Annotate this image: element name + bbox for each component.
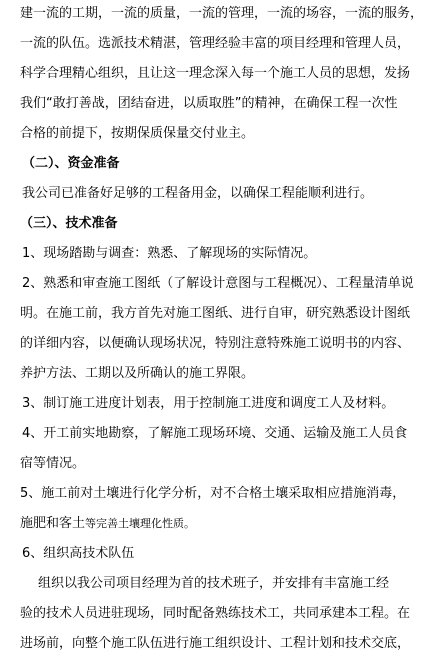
paragraph-line: 验的技术人员进驻现场，同时配备熟练技术工，共同承建本工程。在 <box>20 606 411 621</box>
paragraph-line: 我们“敢打善战，团结奋进，以质取胜”的精神，在确保工程一次性 <box>20 96 398 111</box>
line-text-main: 施肥和客土 <box>20 516 86 531</box>
paragraph-line: 建一流的工期，一流的质量，一流的管理，一流的场容，一流的服务， <box>20 6 424 21</box>
paragraph-line: 组织以我公司项目经理为首的技术班子，并安排有丰富施工经 <box>38 576 390 591</box>
paragraph-line: 合格的前提下，按期保质保量交付业主。 <box>20 126 255 141</box>
list-item: 5、施工前对土壤进行化学分析，对不合格土壤采取相应措施消毒， <box>20 486 406 501</box>
paragraph-line: 进场前，向整个施工队伍进行施工组织设计、工程计划和技术交底， <box>20 636 411 651</box>
list-item: 3、制订施工进度计划表，用于控制施工进度和调度工人及材料。 <box>22 396 395 411</box>
paragraph-line: 养护方法、工期以及所确认的施工界限。 <box>20 366 255 381</box>
section-heading-funds: （二）、资金准备 <box>22 156 120 171</box>
paragraph-line: 宿等情况。 <box>20 456 86 471</box>
paragraph-line: 的详细内容，以便确认现场状况，特别注意特殊施工说明书的内容、 <box>20 336 411 351</box>
paragraph-line <box>20 514 195 534</box>
paragraph-line: 一流的队伍。选派技术精湛，管理经验丰富的项目经理和管理人员， <box>20 36 411 51</box>
list-item: 6、组织高技术队伍 <box>22 546 135 561</box>
paragraph-line: 科学合理精心组织，且让这一理念深入每一个施工人员的思想，发扬 <box>20 66 411 81</box>
list-item: 2、熟悉和审查施工图纸（了解设计意图与工程概况）、工程量清单说 <box>22 276 414 291</box>
section-heading-technical: （三）、技术准备 <box>20 216 118 231</box>
list-item: 1、现场踏勘与调查：熟悉、了解现场的实际情况。 <box>22 246 317 261</box>
paragraph-line: 明。在施工前，我方首先对施工图纸、进行自审，研究熟悉设计图纸 <box>20 306 411 321</box>
line-text-small: 等完善土壤理化性质。 <box>85 517 196 530</box>
list-item: 4、开工前实地勘察，了解施工现场环境、交通、运输及施工人员食 <box>22 426 408 441</box>
paragraph-line: 我公司已准备好足够的工程备用金，以确保工程能顺利进行。 <box>22 186 374 201</box>
